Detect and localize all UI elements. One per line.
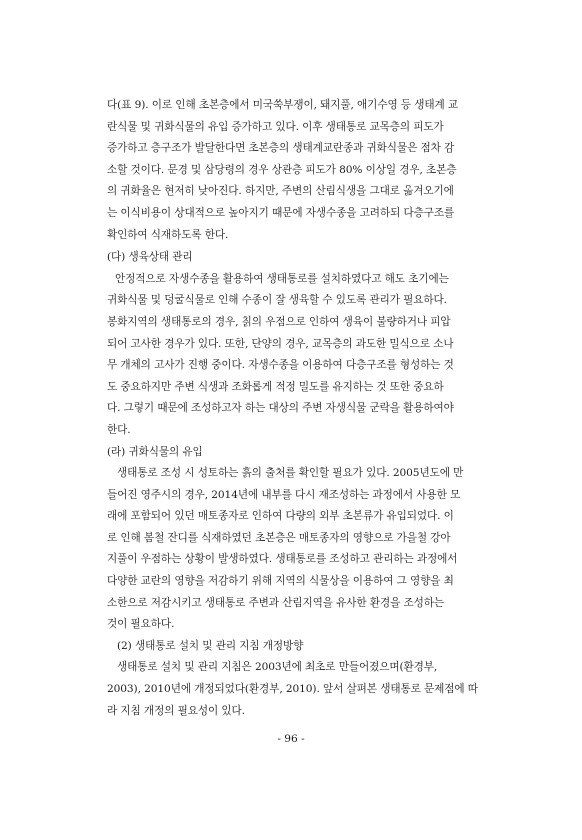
text-line: 지풀이 우점하는 상황이 발생하였다. 생태통로를 조성하고 관리하는 과정에서 — [107, 553, 458, 566]
text-line: 봉화지역의 생태통로의 경우, 칡의 우점으로 인하여 생육이 불량하거나 피압 — [107, 315, 451, 328]
text-line: 다양한 교란의 영향을 저감하기 위해 지역의 식물상을 이용하여 그 영향을 최 — [107, 575, 454, 588]
paragraph-2 — [107, 269, 487, 442]
text-line: 도 중요하지만 주변 식생과 조화롭게 적정 밀도를 유지하는 것 또한 중요하 — [107, 380, 444, 393]
text-line: 안정적으로 자생수종을 활용하여 생태통로를 설치하였다고 해도 초기에는 — [115, 272, 449, 285]
text-line: 되어 고사한 경우가 있다. 또한, 단양의 경우, 교목층의 과도한 밀식으로 소나 — [107, 337, 454, 350]
text-line: 것이 필요하다. — [107, 618, 175, 631]
text-line: 라 지침 개정의 필요성이 있다. — [107, 704, 245, 717]
paragraph-1 — [107, 95, 487, 246]
text-line: 의 귀화율은 현저히 낮아진다. 하지만, 주변의 산림식생을 그대로 옮겨오기에 — [107, 185, 454, 198]
section-heading-2: (2) 생태통로 설치 및 관리 지침 개정방향 — [117, 639, 304, 652]
page-number: - 96 - — [277, 733, 305, 745]
page-body — [107, 95, 487, 722]
text-line: 생태통로 조성 시 성토하는 흙의 출처를 확인할 필요가 있다. 2005년도에 만 — [117, 467, 464, 480]
text-line: 귀화식물 및 덩굴식물로 인해 수종이 잘 생육할 수 있도록 관리가 필요하다. — [107, 294, 447, 307]
text-line: 들어진 영주시의 경우, 2014년에 내부를 다시 재조성하는 과정에서 사용한 모 — [107, 488, 461, 501]
text-line: 란식물 및 귀화식물의 유입 증가하고 있다. 이후 생태통로 교목층의 피도가 — [107, 120, 444, 133]
paragraph-4 — [107, 657, 487, 722]
text-line: 한다. — [107, 423, 131, 436]
section-heading-ra: (라) 귀화식물의 유입 — [107, 445, 203, 458]
text-line: 소할 것이다. 문경 및 삼당령의 경우 상관층 피도가 80% 이상일 경우, 초본층 — [107, 163, 457, 176]
text-line: 다. 그렇기 때문에 조성하고자 하는 대상의 주변 자생식물 군락을 활용하여야 — [107, 402, 454, 415]
section-heading-da: (다) 생육상태 관리 — [107, 251, 193, 264]
text-line: 는 이식비용이 상대적으로 높아지기 때문에 자생수종을 고려하되 다층구조를 — [107, 206, 455, 219]
text-line: 무 개체의 고사가 진행 중이다. 자생수종을 이용하여 다층구조를 형성하는 것 — [107, 359, 454, 372]
text-line: 생태통로 설치 및 관리 지침은 2003년에 최초로 만들어졌으며(환경부, — [117, 661, 438, 674]
text-line: 다(표 9). 이로 인해 초본층에서 미국쑥부쟁이, 돼지풀, 애기수영 등 생태계 교 — [107, 99, 459, 111]
text-line: 래에 포함되어 있던 매토종자로 인하여 다량의 외부 초본류가 유입되었다. 이 — [107, 510, 454, 523]
text-line: 증가하고 층구조가 발달한다면 초본층의 생태계교란종과 귀화식물은 점차 감 — [107, 142, 455, 155]
text-line: 로 인해 봄철 잔디를 식재하였던 초본층은 매토종자의 영향으로 가을철 강아 — [107, 531, 451, 544]
text-line: 2003), 2010년에 개정되었다(환경부, 2010). 앞서 살펴본 생태통로 문제점에 따 — [107, 683, 478, 696]
text-line: 소한으로 저감시키고 생태통로 주변과 산림지역을 유사한 환경을 조성하는 — [107, 596, 445, 609]
text-line: 확인하여 식재하도록 한다. — [107, 228, 229, 241]
paragraph-3 — [107, 463, 487, 636]
